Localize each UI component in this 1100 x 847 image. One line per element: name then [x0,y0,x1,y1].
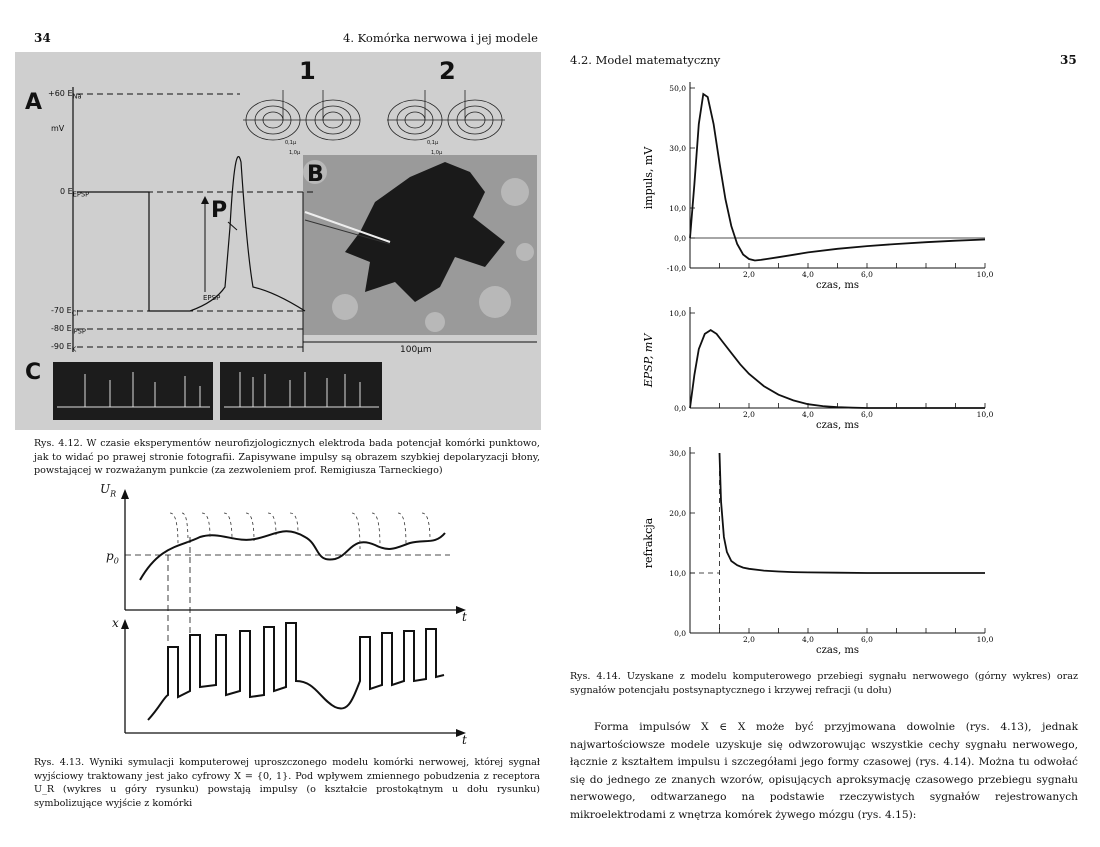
scale-label-1b: 1,0µ [289,150,301,156]
level-epsp-label: E [67,187,73,196]
fig413-y-label-top-main: U [100,482,111,496]
chart-3-x-label: czas, ms [816,645,859,656]
chart-1-x-tick-label: 4,0 [802,270,814,279]
fig413-threshold-sub: 0 [113,556,119,566]
level-na-value: +60 [48,89,65,98]
spike-label: P [211,198,228,223]
level-k [51,342,76,354]
chart-2-x-tick-label: 6,0 [861,410,873,419]
right-running-head: 4.2. Model matematyczny [570,53,721,67]
chart-2-y-label: EPSP, mV [642,333,655,388]
chart-1-y-tick-label: 10,0 [669,204,686,213]
chart-1-x-tick-label: 10,0 [976,270,994,279]
right-page-number: 35 [1060,53,1077,67]
panel-label-a: A [25,90,43,115]
chart-3-y-tick-label: 20,0 [669,509,686,518]
level-ipsp-sub: IPSP [71,327,86,336]
chart-3-x-tick-label: 6,0 [861,635,873,644]
chart-1-y-tick-label: 30,0 [669,144,686,153]
panel-label-c: C [25,360,42,385]
fig413-y-label-top [100,482,116,498]
experiment-number-2: 2 [439,57,456,85]
caption-4-13 [34,756,540,810]
chart-3-series-line [720,453,986,573]
level-cl-value: -70 [51,306,65,315]
level-k-label: E [66,342,72,351]
scale-bar-label: 100µm [400,345,432,355]
chart-3 [642,447,985,633]
fig413-y-label-top-sub: R [110,489,117,499]
fig413-threshold-label [106,549,119,565]
chart-1-x-tick-label: 6,0 [861,270,873,279]
fig413-y-label-bottom: x [112,616,119,630]
level-na [48,89,82,101]
chart-2-y-tick-label: 0,0 [674,404,686,413]
chart-2 [642,307,985,408]
figure-4-13 [90,485,480,753]
left-running-head: 4. Komórka nerwowa i jej modele [343,31,538,45]
fig413-threshold-main: p [106,549,114,563]
level-cl-sub: Cl [71,309,79,318]
figure-4-12 [15,52,541,430]
chart-1-x-tick-label: 2,0 [743,270,755,279]
panel-label-b: B [307,162,324,187]
chart-1-y-tick-label: 0,0 [674,234,686,243]
chart-2-x-tick-label: 4,0 [802,410,814,419]
level-na-sub: Na [72,92,82,101]
level-ipsp [51,324,86,336]
fig413-x-label-bottom: t [462,733,467,747]
caption-4-12-label: Rys. 4.12. [34,438,83,449]
chart-3-x-tick-label: 10,0 [976,635,994,644]
caption-4-14-text: Uzyskane z modelu komputerowego przebiegi sygnału nerwowego (górny wykres) oraz sygnałów potencjału postsynaptycznego i krzywej refracji (u dołu) [570,671,1078,696]
chart-1-x-label: czas, ms [816,280,859,291]
caption-4-12-text: W czasie eksperymentów neurofizjologicznych elektroda bada potencjał komórki punktowo, jak to widać po prawej stronie fotografii. Zapisywane impulsy są obrazem szybkiej depolaryzacji błony, powstającej w rozważanym punkcie (za zezwoleniem prof. Remigiusza Tarneckiego) [34,438,540,476]
experiment-number-1: 1 [299,57,316,85]
figure-4-14-charts [560,70,1040,670]
chart-2-y-tick-label: 10,0 [669,309,686,318]
level-na-label: E [67,89,73,98]
chart-3-x-tick-label: 2,0 [743,635,755,644]
caption-4-13-label: Rys. 4.13. [34,757,85,768]
epsp-label: EPSP [203,294,221,302]
level-epsp-value: 0 [60,187,66,196]
chart-3-y-tick-label: 10,0 [669,569,686,578]
chart-1-y-label: impuls, mV [642,146,655,210]
scale-label-2a: 0,1µ [427,140,439,146]
level-epsp [60,187,89,199]
chart-3-y-tick-label: 0,0 [674,629,686,638]
level-k-value: -90 [51,342,65,351]
chart-2-x-label: czas, ms [816,420,859,431]
level-cl [51,306,78,318]
scale-label-1a: 0,1µ [285,140,297,146]
level-cl-label: E [66,306,72,315]
left-page-number: 34 [34,31,51,45]
body-paragraph: Forma impulsów X ∈ X może być przyjmowana dowolnie (rys. 4.13), jednak najwartościowsze modele uzyskuje się odwzorowując wszystkie cechy sygnału nerwowego, łącznie z kształtem impulsu i szczegółami jego formy czasowej (rys. 4.14). Można tu odwołać się do jednego ze znanych wzorów, opisujących aproksymację czasowego przebiegu sygnału nerwowego, odtwarzanego na podstawie rzeczywistych sygnałów rejestrowanych mikroelektrodami z wnętrza komórek żywego mózgu (rys. 4.15): [570,721,1078,821]
chart-3-y-tick-label: 30,0 [669,449,686,458]
caption-4-14 [570,670,1078,697]
chart-1 [642,82,985,268]
level-k-sub: K [71,345,77,354]
fig413-x-label-top: t [462,610,467,624]
level-epsp-sub: EPSP [72,190,90,199]
chart-3-y-label: refrakcja [642,517,655,569]
caption-4-12 [34,437,540,478]
chart-1-series-line [690,94,985,261]
scale-label-2b: 1,0µ [431,150,443,156]
chart-1-y-tick-label: 50,0 [669,84,686,93]
chart-3-x-tick-label: 4,0 [802,635,814,644]
level-ipsp-value: -80 [51,324,65,333]
chart-2-x-tick-label: 10,0 [976,410,994,419]
caption-4-14-label: Rys. 4.14. [570,671,621,682]
caption-4-13-text: Wyniki symulacji komputerowej uproszczonego modelu komórki nerwowej, której sygnał wyjściowy traktowany jest jako cyfrowy X = {0, 1}. Pod wpływem zmiennego pobudzenia z receptora U_R (wykres u góry rysunku) powstają impulsy (o kształcie prostokątnym u dołu rysunku) symbolizujące wyjście z komórki [34,757,540,809]
level-ipsp-label: E [66,324,72,333]
figure-4-12-drawing [15,52,541,430]
chart-2-x-tick-label: 2,0 [743,410,755,419]
chart-2-series-line [690,330,985,408]
chart-1-y-tick-label: -10,0 [666,264,686,273]
y-unit-label: mV [51,124,65,133]
